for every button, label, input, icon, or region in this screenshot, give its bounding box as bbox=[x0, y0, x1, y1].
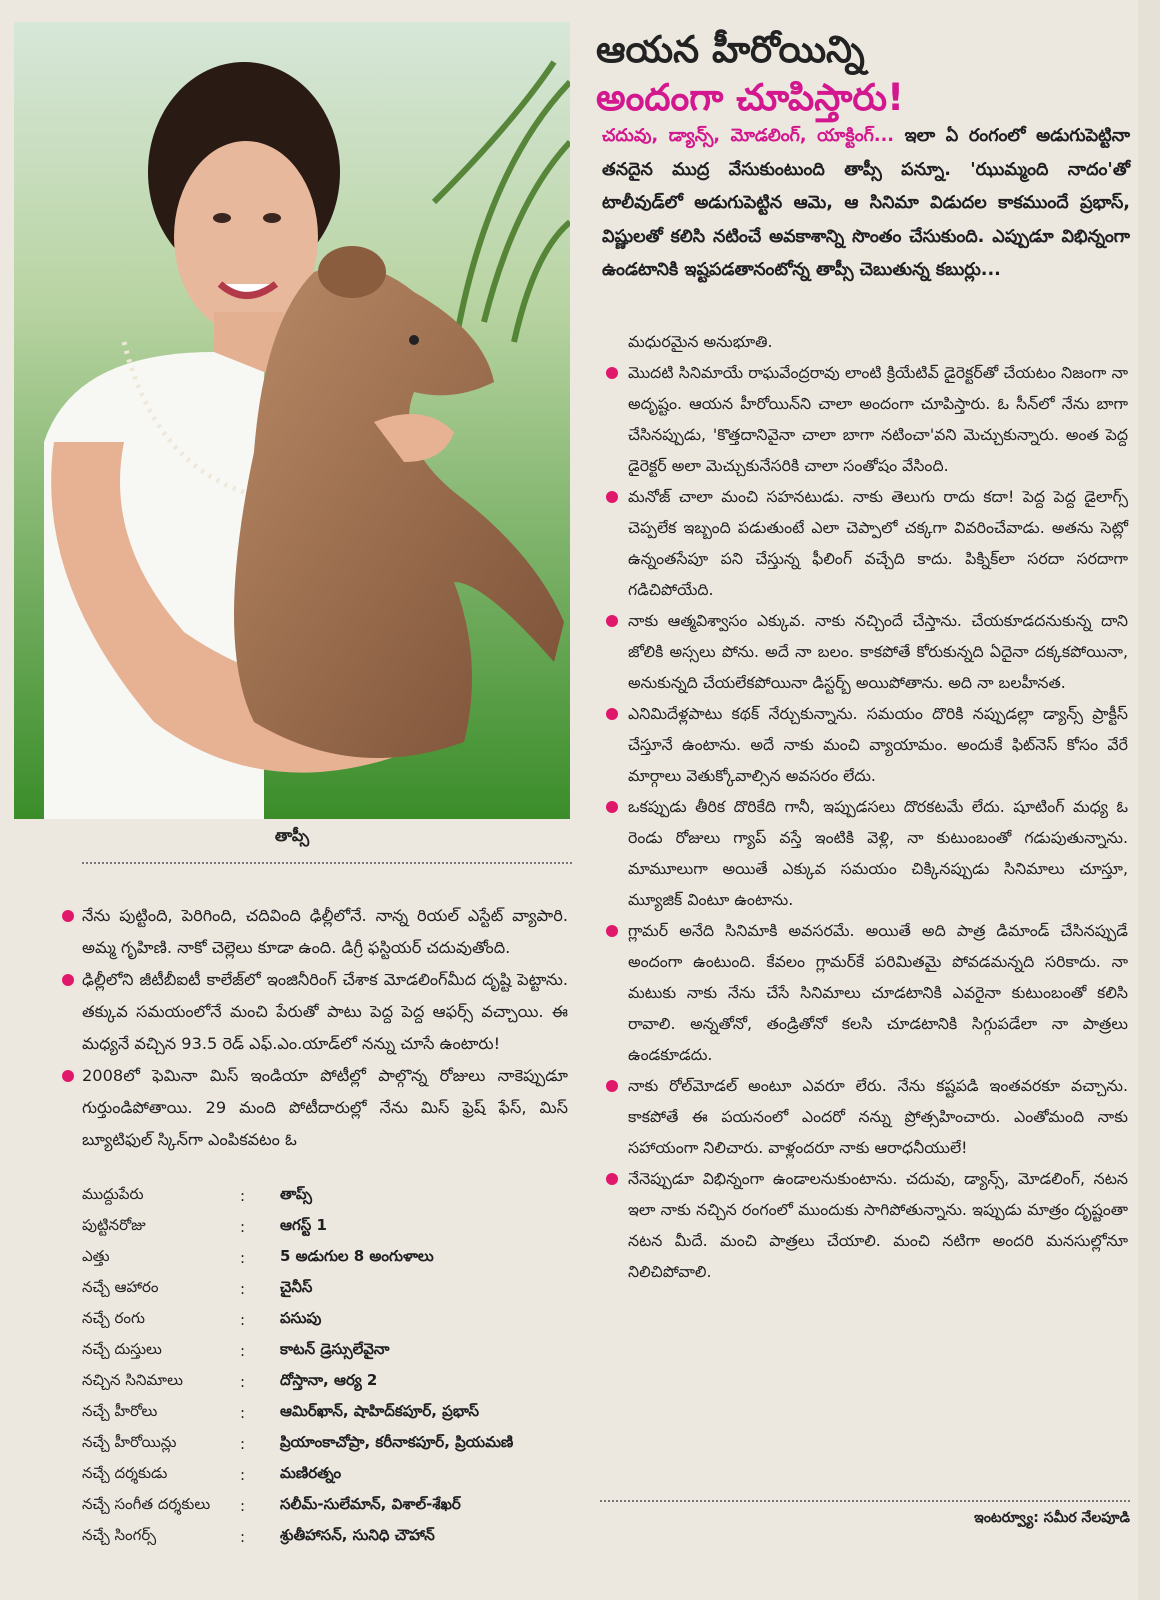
profile-row: నచ్చే దుస్తులు : కాటన్ డ్రెస్సులేవైనా bbox=[82, 1339, 390, 1360]
profile-row: నచ్చే సింగర్స్ : శ్రుతీహాసన్, సునిధి చౌహాన్ bbox=[82, 1525, 435, 1546]
photo-tapsee-with-goat bbox=[14, 22, 570, 819]
profile-row: ఎత్తు : 5 అడుగుల 8 అంగుళాలు bbox=[82, 1246, 434, 1267]
profile-table bbox=[82, 1180, 572, 1552]
credit-divider bbox=[600, 1500, 1130, 1502]
profile-row: ముద్దుపేరు : తాప్స్ bbox=[82, 1184, 313, 1205]
profile-row: నచ్చే దర్శకుడు : మణిరత్నం bbox=[82, 1463, 342, 1484]
caption-divider bbox=[82, 862, 572, 864]
profile-row: నచ్చే హీరోయిన్లు : ప్రియాంకాచోప్రా, కరీనాకపూర్, ప్రియమణి bbox=[82, 1432, 514, 1453]
photo-caption: తాప్సీ bbox=[274, 826, 310, 845]
right-bullet-4: ఎనిమిదేళ్లపాటు కథక్ నేర్చుకున్నాను. సమయం దొరికి నప్పుడల్లా డ్యాన్స్ ప్రాక్టీస్ చేస్తూనే ఉంటాను. అదే నాకు మంచి వ్యాయామం. అందుకే ఫిట్‌నెస్ కోసం వేరే మార్గాలు వెతుక్కోవాల్సిన అవసరం లేదు. bbox=[628, 698, 1128, 791]
right-lead-line: మధురమైన అనుభూతి. bbox=[628, 332, 773, 351]
right-bullet-6: గ్లామర్ అనేది సినిమాకి అవసరమే. అయితే అది పాత్ర డిమాండ్ చేసినప్పుడే అందంగా ఉంటుంది. కేవలం గ్లామర్‌కే పరిమితమై పోవడమన్నది సరికాదు. నా మటుకు నాకు నేను చేసే సినిమాలు చూడటానికి ఎవరైనా కుటుంబంతో కలిసి రావాలి. అన్నతోనో, తండ్రితోనో కలసి చూడటానికి సిగ్గుపడేలా నా పాత్రలు ఉండకూడదు. bbox=[628, 915, 1128, 1070]
intro-paragraph bbox=[602, 120, 1130, 288]
right-bullet-3: నాకు ఆత్మవిశ్వాసం ఎక్కువ. నాకు నచ్చిందే చేస్తాను. చేయకూడదనుకున్న దాని జోలికి అస్సలు పోను. అదే నా బలం. కాకపోతే కోరుకున్నది ఏదైనా దక్కకపోయినా, అనుకున్నది చేయలేకపోయినా డిస్టర్బ్ అయిపోతాను. అది నా బలహీనత. bbox=[628, 605, 1128, 698]
right-bullet-1: మొదటి సినిమాయే రాఘవేంద్రరావు లాంటి క్రియేటివ్ డైరెక్టర్‌తో చేయటం నిజంగా నా అదృష్టం. ఆయన హీరోయిన్‌ని చాలా అందంగా చూపిస్తారు. ఓ సీన్‌లో నేను బాగా చేసినప్పుడు, 'కొత్తదానివైనా చాలా బాగా నటించా'వని మెచ్చుకున్నారు. అంత పెద్ద డైరెక్టర్ అలా మెచ్చుకునేసరికి చాలా సంతోషం వేసింది. bbox=[628, 357, 1128, 481]
left-bullet-3: 2008లో ఫెమినా మిస్ ఇండియా పోటీల్లో పాల్గొన్న రోజులు నాకెప్పుడూ గుర్తుండిపోతాయి. 29 మంది పోటీదారుల్లో నేను మిస్ ఫ్రెష్ ఫేస్, మిస్ బ్యూటిఫుల్ స్కిన్‌గా ఎంపికవటం ఓ bbox=[82, 1060, 568, 1156]
bullet-dot-icon bbox=[606, 1173, 618, 1185]
profile-row: పుట్టినరోజు : ఆగస్ట్ 1 bbox=[82, 1215, 327, 1236]
bullet-dot-icon bbox=[606, 367, 618, 379]
adjacent-page-edge bbox=[1138, 0, 1160, 1600]
bullet-dot-icon bbox=[606, 491, 618, 503]
interviewer-credit: ఇంటర్వ్యూ: సమీర నేలపూడి bbox=[974, 1510, 1130, 1526]
intro-highlight: చదువు, డ్యాన్స్, మోడలింగ్, యాక్టింగ్... bbox=[602, 126, 894, 146]
headline-line-1: ఆయన హీరోయిన్ని bbox=[596, 28, 865, 71]
profile-row: నచ్చే రంగు : పసుపు bbox=[82, 1308, 322, 1329]
bullet-dot-icon bbox=[62, 974, 74, 986]
right-bullet-2: మనోజ్ చాలా మంచి సహనటుడు. నాకు తెలుగు రాదు కదా! పెద్ద పెద్ద డైలాగ్స్ చెప్పలేక ఇబ్బంది పడుతుంటే ఎలా చెప్పాలో చక్కగా వివరించేవాడు. అతను సెట్లో ఉన్నంతసేపూ పని చేస్తున్న ఫీలింగ్ వచ్చేది కాదు. పిక్నిక్‌లా సరదా సరదాగా గడిచిపోయేది. bbox=[628, 481, 1128, 605]
right-bullet-8: నేనెప్పుడూ విభిన్నంగా ఉండాలనుకుంటాను. చదువు, డ్యాన్స్, మోడలింగ్, నటన ఇలా నాకు నచ్చిన రంగంలో ముందుకు సాగిపోతున్నాను. ఇప్పుడు మాత్రం దృష్టంతా నటన మీదే. మంచి పాత్రలు చేయాలి. మంచి నటిగా అందరి మనసుల్లోనూ నిలిచిపోవాలి. bbox=[628, 1163, 1128, 1287]
left-column-text bbox=[82, 900, 568, 1156]
bullet-dot-icon bbox=[62, 910, 74, 922]
bullet-dot-icon bbox=[606, 708, 618, 720]
intro-text: ఇలా ఏ రంగంలో అడుగుపెట్టినా తనదైన ముద్ర వేసుకుంటుంది తాప్సీ పన్నూ. 'ఝుమ్మంది నాదం'తో టాలీవుడ్‌లో అడుగుపెట్టిన ఆమె, ఆ సినిమా విడుదల కాకముందే ప్రభాస్, విష్ణులతో కలిసి నటించే అవకాశాన్ని సొంతం చేసుకుంది. ఎప్పుడూ విభిన్నంగా ఉండటానికి ఇష్టపడతానంటోన్న తాప్సీ చెబుతున్న కబుర్లు... bbox=[602, 126, 1130, 280]
right-bullet-7: నాకు రోల్‌మోడల్ అంటూ ఎవరూ లేరు. నేను కష్టపడి ఇంతవరకూ వచ్చాను. కాకపోతే ఈ పయనంలో ఎందరో నన్ను ప్రోత్సహించారు. ఎంతోమంది నాకు సహాయంగా నిలిచారు. వాళ్లందరూ నాకు ఆరాధనీయులే! bbox=[628, 1070, 1128, 1163]
left-bullet-2: ఢిల్లీలోని జీటీబీఐటీ కాలేజ్‌లో ఇంజినీరింగ్ చేశాక మోడలింగ్‌మీద దృష్టి పెట్టాను. తక్కువ సమయంలోనే మంచి పేరుతో పాటు పెద్ద పెద్ద ఆఫర్స్ వచ్చాయి. ఈ మధ్యనే వచ్చిన 93.5 రెడ్ ఎఫ్.ఎం.యాడ్‌లో నన్ను చూసే ఉంటారు! bbox=[82, 964, 568, 1060]
bullet-dot-icon bbox=[62, 1070, 74, 1082]
profile-row: నచ్చే సంగీత దర్శకులు : సలీమ్-సులేమాన్, విశాల్-శేఖర్ bbox=[82, 1494, 461, 1515]
bullet-dot-icon bbox=[606, 925, 618, 937]
left-bullet-1: నేను పుట్టింది, పెరిగింది, చదివింది ఢిల్లీలోనే. నాన్న రియల్ ఎస్టేట్ వ్యాపారి. అమ్మ గృహిణి. నాకో చెల్లెలు కూడా ఉంది. డిగ్రీ ఫస్టియర్ చదువుతోంది. bbox=[82, 900, 568, 964]
profile-row: నచ్చిన సినిమాలు : దోస్తానా, ఆర్య 2 bbox=[82, 1370, 378, 1391]
bullet-dot-icon bbox=[606, 615, 618, 627]
profile-row: నచ్చే హీరోలు : ఆమిర్‌ఖాన్, షాహిద్‌కపూర్, ప్రభాస్ bbox=[82, 1401, 479, 1422]
right-bullet-5: ఒకప్పుడు తీరిక దొరికేది గానీ, ఇప్పుడసలు దొరకటమే లేదు. షూటింగ్ మధ్య ఓ రెండు రోజులు గ్యాప్ వస్తే ఇంటికి వెళ్లి, నా కుటుంబంతో గడుపుతున్నాను. మామూలుగా అయితే ఎక్కువ సమయం చిక్కినప్పుడు సినిమాలు చూస్తూ, మ్యూజిక్ వింటూ ఉంటాను. bbox=[628, 791, 1128, 915]
right-column-text bbox=[628, 326, 1128, 1287]
bullet-dot-icon bbox=[606, 801, 618, 813]
bullet-dot-icon bbox=[606, 1080, 618, 1092]
headline-line-2: అందంగా చూపిస్తారు! bbox=[596, 76, 904, 119]
headline bbox=[596, 28, 1156, 124]
profile-row: నచ్చే ఆహారం : చైనీస్ bbox=[82, 1277, 313, 1298]
